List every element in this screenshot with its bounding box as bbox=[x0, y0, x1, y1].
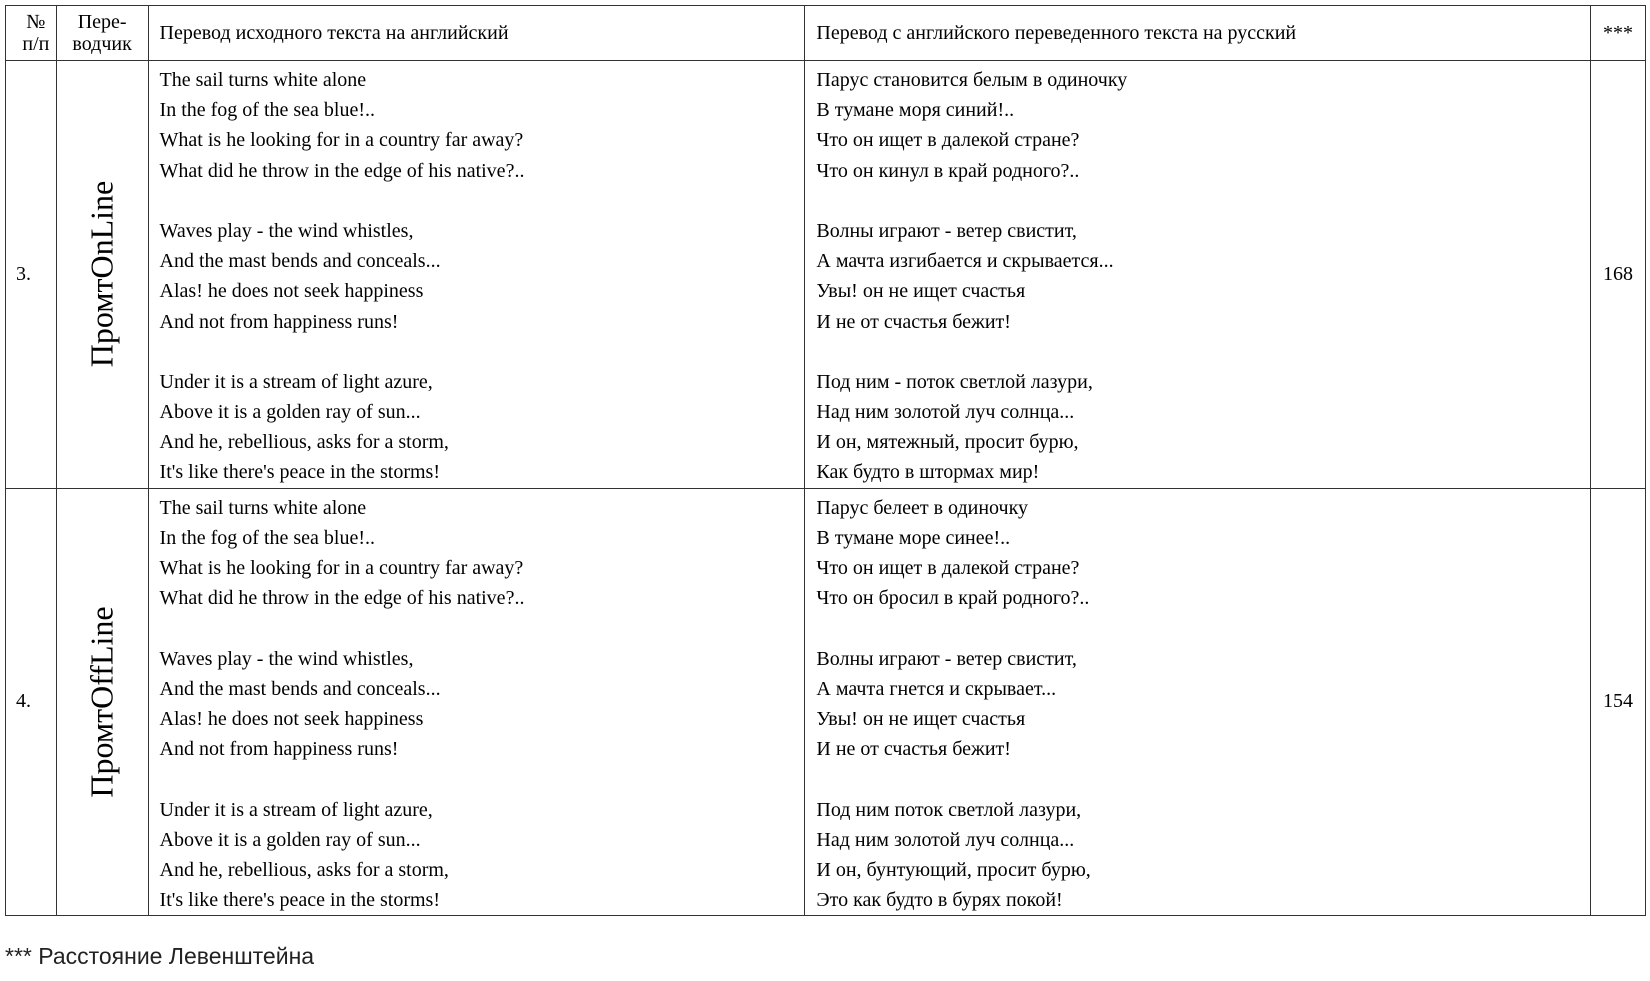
header-number bbox=[6, 6, 57, 61]
poem-line bbox=[160, 337, 805, 367]
poem-line: Что он кинул в край родного?.. bbox=[816, 159, 1080, 182]
poem-line: Alas! he does not seek happiness bbox=[159, 280, 424, 303]
poem-line: Что он бросил в край родного?.. bbox=[816, 587, 1090, 610]
poem-line: Waves play - the wind whistles, bbox=[159, 219, 414, 242]
poem-line: А мачта гнется и скрывает... bbox=[816, 677, 1057, 700]
poem-line bbox=[816, 613, 1590, 643]
translator-name: ПромтOnLine bbox=[83, 181, 120, 368]
distance-value: 154 bbox=[1603, 690, 1634, 713]
poem-line: Под ним - поток светлой лазури, bbox=[816, 370, 1093, 393]
header-number-label: № п/п bbox=[22, 11, 50, 55]
poem-line: Парус белеет в одиночку bbox=[816, 496, 1029, 519]
poem-line: И он, бунтующий, просит бурю, bbox=[816, 858, 1091, 881]
poem-line: And he, rebellious, asks for a storm, bbox=[159, 431, 449, 454]
poem-line: In the fog of the sea blue!.. bbox=[159, 99, 376, 122]
poem-line bbox=[816, 186, 1590, 216]
header-translator bbox=[56, 6, 148, 61]
poem-line: Alas! he does not seek happiness bbox=[159, 707, 424, 730]
table-row bbox=[6, 488, 1646, 916]
poem-line: Парус становится белым в одиночку bbox=[816, 69, 1128, 91]
poem-line: It's like there's peace in the storms! bbox=[159, 889, 440, 912]
poem-line: Что он ищет в далекой стране? bbox=[816, 129, 1080, 152]
poem-line bbox=[160, 186, 805, 216]
header-distance bbox=[1591, 6, 1646, 61]
footnote: *** Расстояние Левенштейна bbox=[5, 943, 315, 969]
poem-line: А мачта изгибается и скрывается... bbox=[816, 250, 1114, 273]
poem-line bbox=[816, 337, 1590, 367]
poem-line: В тумане море синее!.. bbox=[816, 526, 1011, 549]
poem-line bbox=[160, 613, 805, 643]
poem-line: Над ним золотой луч солнца... bbox=[816, 401, 1075, 424]
poem-line: What did he throw in the edge of his native?.. bbox=[159, 587, 525, 610]
poem-line: What did he throw in the edge of his native?.. bbox=[159, 159, 525, 182]
table-row bbox=[6, 61, 1646, 489]
poem-line: It's like there's peace in the storms! bbox=[159, 461, 440, 484]
poem-line: The sail turns white alone bbox=[159, 69, 367, 91]
russian-lines-cell bbox=[805, 61, 1591, 489]
poem-line: Above it is a golden ray of sun... bbox=[159, 401, 421, 424]
poem-line: Under it is a stream of light azure, bbox=[159, 798, 433, 821]
english-lines-cell bbox=[148, 61, 805, 489]
poem-line: Above it is a golden ray of sun... bbox=[159, 828, 421, 851]
poem-line: Под ним поток светлой лазури, bbox=[816, 798, 1082, 821]
distance-cell bbox=[1591, 488, 1646, 916]
poem-line: И он, мятежный, просит бурю, bbox=[816, 431, 1079, 454]
poem-line: Как будто в штормах мир! bbox=[816, 461, 1040, 484]
header-translator-label: Пере-водчик bbox=[72, 11, 132, 55]
poem-line: В тумане моря синий!.. bbox=[816, 99, 1015, 122]
poem-line: What is he looking for in a country far away? bbox=[159, 557, 524, 579]
poem-line: Under it is a stream of light azure, bbox=[159, 370, 433, 393]
translator-cell bbox=[56, 61, 148, 489]
row-number bbox=[6, 61, 57, 489]
row-number-label: 3. bbox=[16, 262, 31, 285]
header-english-label: Перевод исходного текста на английский bbox=[159, 21, 509, 44]
distance-cell bbox=[1591, 61, 1646, 489]
row-number-label: 4. bbox=[16, 690, 31, 713]
poem-line bbox=[816, 764, 1590, 794]
poem-line: And the mast bends and conceals... bbox=[159, 677, 441, 700]
poem-line: Увы! он не ищет счастья bbox=[816, 707, 1026, 730]
header-row bbox=[6, 6, 1646, 61]
poem-line bbox=[160, 764, 805, 794]
row-number bbox=[6, 488, 57, 916]
poem-line: And not from happiness runs! bbox=[159, 738, 399, 761]
translation-table bbox=[5, 5, 1646, 916]
translator-cell bbox=[56, 488, 148, 916]
header-english-translation bbox=[148, 6, 805, 61]
poem-line: Над ним золотой луч солнца... bbox=[816, 828, 1075, 851]
header-russian-back-translation bbox=[805, 6, 1591, 61]
poem-line: Волны играют - ветер свистит, bbox=[816, 647, 1077, 670]
poem-line: The sail turns white alone bbox=[159, 496, 367, 519]
header-russian-label: Перевод с английского переведенного текста на русский bbox=[816, 21, 1297, 44]
english-lines-cell bbox=[148, 488, 805, 916]
poem-line: And the mast bends and conceals... bbox=[159, 250, 441, 273]
translator-name: ПромтOffLine bbox=[83, 606, 120, 798]
poem-line: Волны играют - ветер свистит, bbox=[816, 219, 1077, 242]
russian-lines-cell bbox=[805, 488, 1591, 916]
poem-line: What is he looking for in a country far away? bbox=[159, 129, 524, 152]
header-distance-label: *** bbox=[1603, 21, 1634, 44]
poem-line: And not from happiness runs! bbox=[159, 310, 399, 333]
poem-line: И не от счастья бежит! bbox=[816, 738, 1011, 761]
poem-line: Waves play - the wind whistles, bbox=[159, 647, 414, 670]
poem-line: Увы! он не ищет счастья bbox=[816, 280, 1026, 303]
poem-line: And he, rebellious, asks for a storm, bbox=[159, 858, 449, 881]
poem-line: Это как будто в бурях покой! bbox=[816, 889, 1063, 912]
poem-line: In the fog of the sea blue!.. bbox=[159, 526, 376, 549]
poem-line: Что он ищет в далекой стране? bbox=[816, 557, 1080, 579]
poem-line: И не от счастья бежит! bbox=[816, 310, 1011, 333]
distance-value: 168 bbox=[1603, 262, 1634, 285]
